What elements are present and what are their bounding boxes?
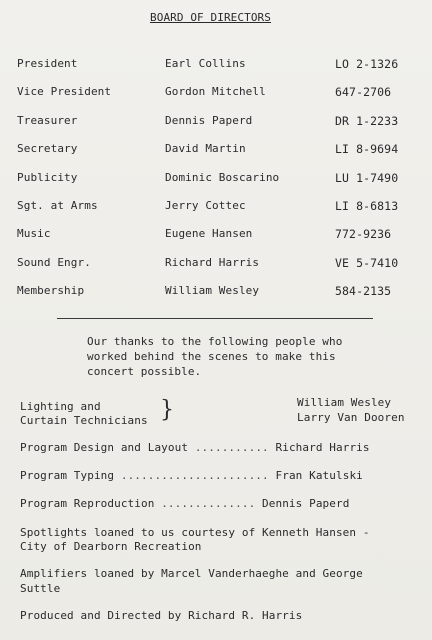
credit-reproduction (20, 497, 349, 510)
board-heading: BOARD OF DIRECTORS (150, 11, 272, 24)
officer-title: Sgt. at Arms (17, 199, 98, 212)
leader-dots: ........... (194, 441, 269, 454)
leader-dots: .............. (161, 497, 256, 510)
officer-name: Jerry Cottec (165, 199, 246, 212)
officer-title: Treasurer (17, 114, 78, 127)
officer-name: Dennis Paperd (165, 114, 253, 127)
officer-phone: LI 8-9694 (335, 142, 399, 156)
credit-typing (20, 469, 363, 482)
lighting-name-1: William Wesley (297, 396, 392, 409)
officer-phone: 647-2706 (335, 85, 392, 99)
officer-title: Membership (17, 284, 85, 297)
officer-phone: DR 1-2233 (335, 114, 399, 128)
lighting-label-line2: Curtain Technicians (20, 414, 148, 427)
officer-name: Richard Harris (165, 256, 260, 269)
spotlights-line2: City of Dearborn Recreation (20, 540, 202, 553)
amplifiers-line2: Suttle (20, 582, 61, 595)
officer-phone: LI 8-6813 (335, 199, 399, 213)
credit-name: Richard Harris (275, 441, 370, 454)
officer-name: David Martin (165, 142, 246, 155)
officer-title: Secretary (17, 142, 78, 155)
officer-phone: 772-9236 (335, 227, 392, 241)
amplifiers-line1: Amplifiers loaned by Marcel Vanderhaeghe and George (20, 567, 363, 580)
officer-name: Gordon Mitchell (165, 85, 266, 98)
section-divider (57, 318, 373, 319)
thanks-paragraph (87, 334, 342, 379)
credit-label: Program Typing (20, 469, 115, 482)
officer-title: Music (17, 227, 51, 240)
leader-dots: ...................... (120, 469, 269, 482)
officer-phone: 584-2135 (335, 284, 392, 298)
credit-name: Dennis Paperd (262, 497, 350, 510)
officer-name: William Wesley (165, 284, 260, 297)
brace-symbol: } (160, 396, 174, 423)
officer-name: Earl Collins (165, 57, 246, 70)
lighting-label-line1: Lighting and (20, 400, 101, 413)
spotlights-line1: Spotlights loaned to us courtesy of Kenneth Hansen - (20, 526, 370, 539)
lighting-name-2: Larry Van Dooren (297, 411, 405, 424)
officer-name: Eugene Hansen (165, 227, 253, 240)
credit-label: Program Design and Layout (20, 441, 189, 454)
officer-phone: LO 2-1326 (335, 57, 399, 71)
thanks-line: concert possible. (87, 365, 202, 378)
officer-title: Sound Engr. (17, 256, 91, 269)
credit-name: Fran Katulski (275, 469, 363, 482)
officer-name: Dominic Boscarino (165, 171, 280, 184)
officer-phone: LU 1-7490 (335, 171, 399, 185)
officer-title: Publicity (17, 171, 78, 184)
credit-design (20, 441, 370, 454)
credit-label: Program Reproduction (20, 497, 155, 510)
officer-title: President (17, 57, 78, 70)
produced-line: Produced and Directed by Richard R. Harris (20, 609, 303, 622)
thanks-line: worked behind the scenes to make this (87, 350, 336, 363)
officer-title: Vice President (17, 85, 112, 98)
officer-phone: VE 5-7410 (335, 256, 399, 270)
thanks-line: Our thanks to the following people who (87, 335, 343, 348)
